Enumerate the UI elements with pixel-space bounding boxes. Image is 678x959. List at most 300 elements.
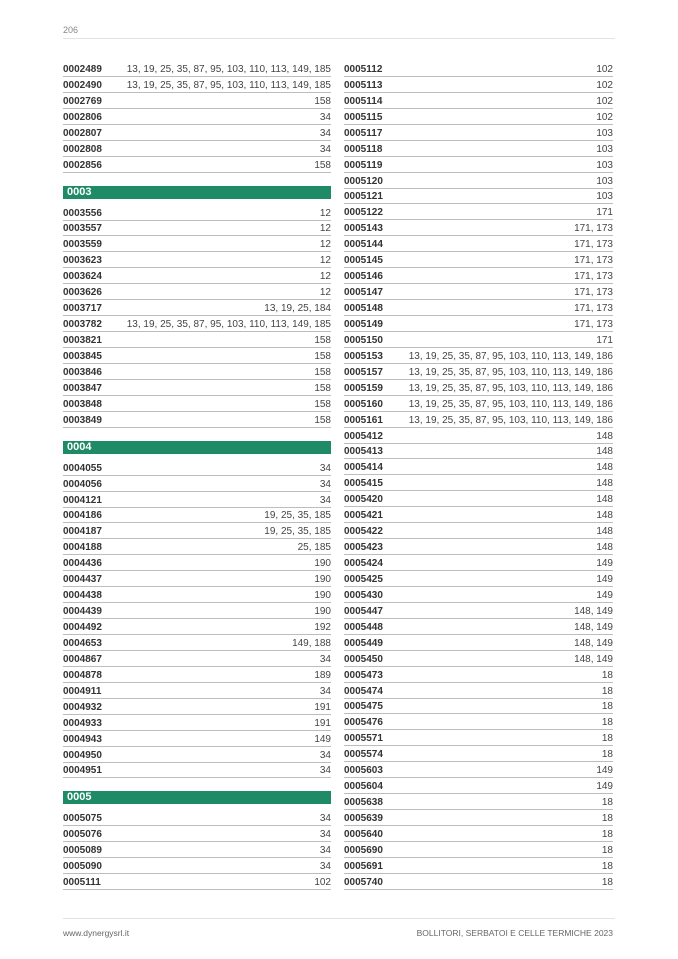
page-references: 13, 19, 25, 35, 87, 95, 103, 110, 113, 149, 185 <box>126 319 331 331</box>
page-references: 191 <box>314 717 331 729</box>
article-code: 0005112 <box>344 63 383 75</box>
page-references: 18 <box>601 844 613 856</box>
index-row <box>344 651 613 667</box>
page-references: 148, 149 <box>574 637 613 649</box>
index-row <box>344 603 613 619</box>
page-references: 149 <box>596 573 613 585</box>
article-code: 0003557 <box>63 223 102 235</box>
index-row <box>63 826 331 842</box>
index-row <box>344 523 613 539</box>
index-row <box>63 763 331 779</box>
page-references: 34 <box>319 749 331 761</box>
article-code: 0005420 <box>344 494 383 506</box>
article-code: 0004187 <box>63 526 102 538</box>
article-code: 0005157 <box>344 366 383 378</box>
article-code: 0002808 <box>63 143 102 155</box>
article-code: 0005473 <box>344 669 383 681</box>
index-row <box>344 380 613 396</box>
article-code: 0005448 <box>344 621 383 633</box>
index-row <box>63 539 331 555</box>
article-code: 0002769 <box>63 95 102 107</box>
article-code: 0004121 <box>63 494 102 506</box>
article-code: 0002806 <box>63 111 102 123</box>
page-references: 171 <box>596 334 613 346</box>
page-references: 12 <box>319 271 331 283</box>
article-code: 0005449 <box>344 637 383 649</box>
page-references: 18 <box>601 797 613 809</box>
left-index-column <box>63 61 331 890</box>
index-row <box>63 61 331 77</box>
index-row <box>63 221 331 237</box>
index-row <box>344 125 613 141</box>
page-references: 148 <box>596 430 613 442</box>
article-code: 0005119 <box>344 159 383 171</box>
article-code: 0005450 <box>344 653 383 665</box>
page-references: 149 <box>596 765 613 777</box>
page-references: 158 <box>314 335 331 346</box>
article-code: 0003821 <box>63 335 102 346</box>
index-row <box>63 300 331 316</box>
page-references: 13, 19, 25, 35, 87, 95, 103, 110, 113, 149, 186 <box>408 398 613 410</box>
page-references: 34 <box>319 478 331 490</box>
article-code: 0005447 <box>344 605 383 617</box>
article-code: 0003846 <box>63 366 102 378</box>
article-code: 0004653 <box>63 637 102 649</box>
page-references: 190 <box>314 558 331 570</box>
article-code: 0002490 <box>63 79 102 91</box>
article-code: 0004056 <box>63 478 102 490</box>
index-row <box>63 412 331 428</box>
index-row <box>63 284 331 300</box>
index-row <box>344 746 613 762</box>
page-references: 34 <box>319 829 331 841</box>
page-references: 12 <box>319 223 331 235</box>
article-code: 0005075 <box>63 813 102 825</box>
index-row <box>63 747 331 763</box>
index-row <box>63 699 331 715</box>
index-row <box>344 699 613 715</box>
page-number: 206 <box>63 25 79 35</box>
index-row <box>344 842 613 858</box>
page-references: 103 <box>596 143 613 155</box>
index-row <box>344 61 613 77</box>
article-code: 0003626 <box>63 287 102 299</box>
index-row <box>63 476 331 492</box>
article-code: 0005640 <box>344 828 383 840</box>
index-row <box>344 77 613 93</box>
page-references: 148, 149 <box>574 653 613 665</box>
page-references: 25, 185 <box>297 542 331 554</box>
index-row <box>344 810 613 826</box>
article-code: 0004186 <box>63 510 102 522</box>
article-code: 0003849 <box>63 414 102 426</box>
article-code: 0004951 <box>63 765 102 777</box>
index-row <box>344 252 613 268</box>
footer-website: www.dynergysrl.it <box>63 928 130 938</box>
page-references: 148 <box>596 478 613 490</box>
page-references: 102 <box>596 63 613 75</box>
index-row <box>344 571 613 587</box>
article-code: 0003782 <box>63 319 102 331</box>
index-row <box>344 220 613 236</box>
index-row <box>344 794 613 810</box>
index-row <box>63 348 331 364</box>
article-code: 0005604 <box>344 781 383 793</box>
article-code: 0003717 <box>63 303 102 315</box>
index-row <box>344 348 613 364</box>
index-row <box>63 508 331 524</box>
index-row <box>63 523 331 539</box>
page-references: 148 <box>596 494 613 506</box>
page-references: 158 <box>314 350 331 362</box>
index-row <box>63 635 331 651</box>
page-references: 18 <box>601 717 613 729</box>
article-code: 0005113 <box>344 79 383 91</box>
article-code: 0003559 <box>63 239 102 251</box>
page-references: 171 <box>596 207 613 219</box>
page-references: 171, 173 <box>574 303 613 314</box>
article-code: 0004188 <box>63 542 102 554</box>
index-row <box>63 842 331 858</box>
page-references: 13, 19, 25, 35, 87, 95, 103, 110, 113, 149, 186 <box>408 366 613 378</box>
index-row <box>344 268 613 284</box>
article-code: 0005424 <box>344 558 383 569</box>
page-references: 19, 25, 35, 185 <box>264 510 331 522</box>
article-code: 0003556 <box>63 207 102 219</box>
article-code: 0005111 <box>63 877 101 889</box>
index-row <box>63 667 331 683</box>
article-code: 0005145 <box>344 255 383 267</box>
article-code: 0005160 <box>344 398 383 410</box>
page-references: 34 <box>319 127 331 139</box>
page-references: 13, 19, 25, 35, 87, 95, 103, 110, 113, 149, 185 <box>126 63 331 75</box>
article-code: 0005150 <box>344 334 383 346</box>
article-code: 0005414 <box>344 462 383 474</box>
article-code: 0002489 <box>63 63 102 75</box>
index-row <box>344 428 613 444</box>
page-references: 158 <box>314 382 331 394</box>
index-row <box>63 571 331 587</box>
page-references: 149, 188 <box>292 637 331 649</box>
index-row <box>344 714 613 730</box>
page-references: 158 <box>314 398 331 410</box>
index-row <box>63 555 331 571</box>
index-row <box>344 507 613 523</box>
index-row <box>63 731 331 747</box>
page-references: 34 <box>319 143 331 155</box>
index-row <box>344 141 613 157</box>
index-row <box>344 826 613 842</box>
index-row <box>344 284 613 300</box>
page-references: 34 <box>319 845 331 857</box>
index-row <box>344 475 613 491</box>
page-references: 149 <box>596 781 613 793</box>
page-references: 158 <box>314 414 331 426</box>
article-code: 0005421 <box>344 510 383 522</box>
page-references: 171, 173 <box>574 271 613 283</box>
index-row <box>344 619 613 635</box>
page-references: 158 <box>314 95 331 107</box>
page-references: 18 <box>601 860 613 872</box>
page-references: 34 <box>319 111 331 123</box>
article-code: 0005423 <box>344 542 383 554</box>
index-row <box>63 109 331 125</box>
article-code: 0005476 <box>344 717 383 729</box>
article-code: 0005089 <box>63 845 102 857</box>
index-row <box>344 459 613 475</box>
page-references: 148 <box>596 446 613 458</box>
page-references: 18 <box>601 669 613 681</box>
index-row <box>63 619 331 635</box>
article-code: 0005076 <box>63 829 102 841</box>
page-references: 192 <box>314 622 331 633</box>
index-row <box>344 491 613 507</box>
page-references: 171, 173 <box>574 255 613 267</box>
page-references: 148 <box>596 462 613 474</box>
index-row <box>63 332 331 348</box>
index-row <box>63 364 331 380</box>
page-references: 102 <box>596 79 613 91</box>
page-references: 148, 149 <box>574 621 613 633</box>
index-row <box>63 268 331 284</box>
section-header: 0005 <box>63 791 331 804</box>
index-row <box>63 316 331 332</box>
index-row <box>344 316 613 332</box>
index-row <box>344 667 613 683</box>
page-references: 158 <box>314 366 331 378</box>
article-code: 0004878 <box>63 669 102 681</box>
article-code: 0005159 <box>344 382 383 394</box>
right-index-column <box>344 61 613 890</box>
page-references: 171, 173 <box>574 287 613 299</box>
page-references: 102 <box>596 111 613 123</box>
index-row <box>63 396 331 412</box>
article-code: 0004950 <box>63 749 102 761</box>
page-references: 13, 19, 25, 35, 87, 95, 103, 110, 113, 149, 186 <box>408 414 613 426</box>
article-code: 0005161 <box>344 414 383 426</box>
page-references: 13, 19, 25, 35, 87, 95, 103, 110, 113, 149, 186 <box>408 350 613 362</box>
article-code: 0005639 <box>344 813 383 824</box>
page-references: 34 <box>319 462 331 474</box>
footer-title: BOLLITORI, SERBATOI E CELLE TERMICHE 2023 <box>416 928 613 938</box>
page-references: 19, 25, 35, 185 <box>264 526 331 538</box>
index-row <box>344 157 613 173</box>
article-code: 0004055 <box>63 462 102 474</box>
header-divider <box>63 38 615 39</box>
index-row <box>344 332 613 348</box>
index-row <box>63 236 331 252</box>
article-code: 0004933 <box>63 717 102 729</box>
article-code: 0005147 <box>344 287 383 299</box>
article-code: 0005425 <box>344 573 383 585</box>
article-code: 0003623 <box>63 255 102 267</box>
page-references: 18 <box>601 685 613 697</box>
index-row <box>344 635 613 651</box>
article-code: 0005430 <box>344 589 383 601</box>
index-row <box>63 125 331 141</box>
index-row <box>63 141 331 157</box>
article-code: 0005153 <box>344 350 383 362</box>
index-row <box>63 93 331 109</box>
index-row <box>344 874 613 890</box>
article-code: 0005149 <box>344 318 383 330</box>
page-references: 18 <box>601 749 613 761</box>
article-code: 0005144 <box>344 239 383 251</box>
index-row <box>344 444 613 460</box>
article-code: 0005574 <box>344 749 383 761</box>
index-row <box>63 810 331 826</box>
section-header: 0004 <box>63 441 331 454</box>
article-code: 0005146 <box>344 271 383 283</box>
index-row <box>344 762 613 778</box>
page-references: 189 <box>314 669 331 681</box>
article-code: 0004867 <box>63 653 102 665</box>
page-references: 149 <box>596 558 613 569</box>
page-references: 18 <box>601 733 613 745</box>
index-row <box>63 205 331 221</box>
article-code: 0005143 <box>344 223 383 235</box>
page-references: 102 <box>314 877 331 889</box>
article-code: 0005120 <box>344 175 383 187</box>
page-references: 103 <box>596 159 613 171</box>
page-references: 34 <box>319 765 331 777</box>
index-row <box>344 189 613 205</box>
page-references: 171, 173 <box>574 223 613 235</box>
page-references: 34 <box>319 861 331 873</box>
article-code: 0005603 <box>344 765 383 777</box>
page-references: 12 <box>319 255 331 267</box>
index-row <box>344 730 613 746</box>
article-code: 0004439 <box>63 606 102 618</box>
article-code: 0004492 <box>63 622 102 633</box>
article-code: 0003847 <box>63 382 102 394</box>
page-references: 12 <box>319 287 331 299</box>
article-code: 0005121 <box>344 191 383 203</box>
page-references: 12 <box>319 239 331 251</box>
article-code: 0005422 <box>344 526 383 538</box>
page-references: 34 <box>319 494 331 506</box>
page-references: 103 <box>596 127 613 139</box>
page-references: 190 <box>314 606 331 618</box>
page-references: 34 <box>319 685 331 697</box>
article-code: 0005413 <box>344 446 383 458</box>
article-code: 0002856 <box>63 159 102 171</box>
page-references: 13, 19, 25, 35, 87, 95, 103, 110, 113, 149, 185 <box>126 79 331 91</box>
page-references: 18 <box>601 876 613 888</box>
index-row <box>344 587 613 603</box>
article-code: 0004932 <box>63 701 102 713</box>
page-references: 148 <box>596 542 613 554</box>
page-references: 148 <box>596 510 613 522</box>
article-code: 0005122 <box>344 207 383 219</box>
page-references: 13, 19, 25, 35, 87, 95, 103, 110, 113, 149, 186 <box>408 382 613 394</box>
article-code: 0005118 <box>344 143 383 155</box>
article-code: 0004436 <box>63 558 102 570</box>
index-row <box>63 492 331 508</box>
page-references: 190 <box>314 590 331 602</box>
article-code: 0005638 <box>344 797 383 809</box>
index-row <box>63 651 331 667</box>
page-references: 103 <box>596 175 613 187</box>
article-code: 0005690 <box>344 844 383 856</box>
article-code: 0003848 <box>63 398 102 410</box>
index-row <box>344 412 613 428</box>
index-row <box>63 157 331 173</box>
article-code: 0005148 <box>344 303 383 314</box>
article-code: 0005415 <box>344 478 383 490</box>
article-code: 0003845 <box>63 350 102 362</box>
article-code: 0002807 <box>63 127 102 139</box>
index-row <box>344 858 613 874</box>
index-row <box>63 77 331 93</box>
article-code: 0005740 <box>344 876 383 888</box>
page-references: 34 <box>319 653 331 665</box>
article-code: 0004943 <box>63 733 102 745</box>
article-code: 0003624 <box>63 271 102 283</box>
index-row <box>344 396 613 412</box>
index-row <box>344 204 613 220</box>
article-code: 0004911 <box>63 685 102 697</box>
index-row <box>344 300 613 316</box>
page-references: 158 <box>314 159 331 171</box>
page-references: 102 <box>596 95 613 107</box>
page-references: 12 <box>319 207 331 219</box>
page-references: 148, 149 <box>574 605 613 617</box>
page-references: 149 <box>596 589 613 601</box>
page-references: 18 <box>601 828 613 840</box>
index-row <box>344 109 613 125</box>
page-references: 149 <box>314 733 331 745</box>
page-references: 103 <box>596 191 613 203</box>
article-code: 0005474 <box>344 685 383 697</box>
article-code: 0005090 <box>63 861 102 873</box>
index-row <box>63 715 331 731</box>
index-row <box>344 683 613 699</box>
article-code: 0005115 <box>344 111 383 123</box>
index-row <box>63 252 331 268</box>
index-row <box>63 683 331 699</box>
page-references: 190 <box>314 574 331 586</box>
index-row <box>344 236 613 252</box>
index-row <box>63 380 331 396</box>
index-row <box>344 555 613 571</box>
footer-divider <box>63 918 615 919</box>
article-code: 0005117 <box>344 127 383 139</box>
index-row <box>63 874 331 890</box>
article-code: 0005114 <box>344 95 383 107</box>
page-references: 171, 173 <box>574 239 613 251</box>
page-references: 148 <box>596 526 613 538</box>
page-references: 34 <box>319 813 331 825</box>
page-references: 191 <box>314 701 331 713</box>
index-row <box>63 460 331 476</box>
page-references: 171, 173 <box>574 318 613 330</box>
article-code: 0004437 <box>63 574 102 586</box>
article-code: 0005571 <box>344 733 383 745</box>
index-row <box>344 364 613 380</box>
index-row <box>344 539 613 555</box>
index-row <box>344 173 613 189</box>
article-code: 0005691 <box>344 860 383 872</box>
index-row <box>63 587 331 603</box>
page-references: 13, 19, 25, 184 <box>264 303 331 315</box>
index-row <box>344 778 613 794</box>
page-references: 18 <box>601 813 613 824</box>
index-row <box>344 93 613 109</box>
article-code: 0004438 <box>63 590 102 602</box>
article-code: 0005475 <box>344 701 383 713</box>
index-row <box>63 858 331 874</box>
